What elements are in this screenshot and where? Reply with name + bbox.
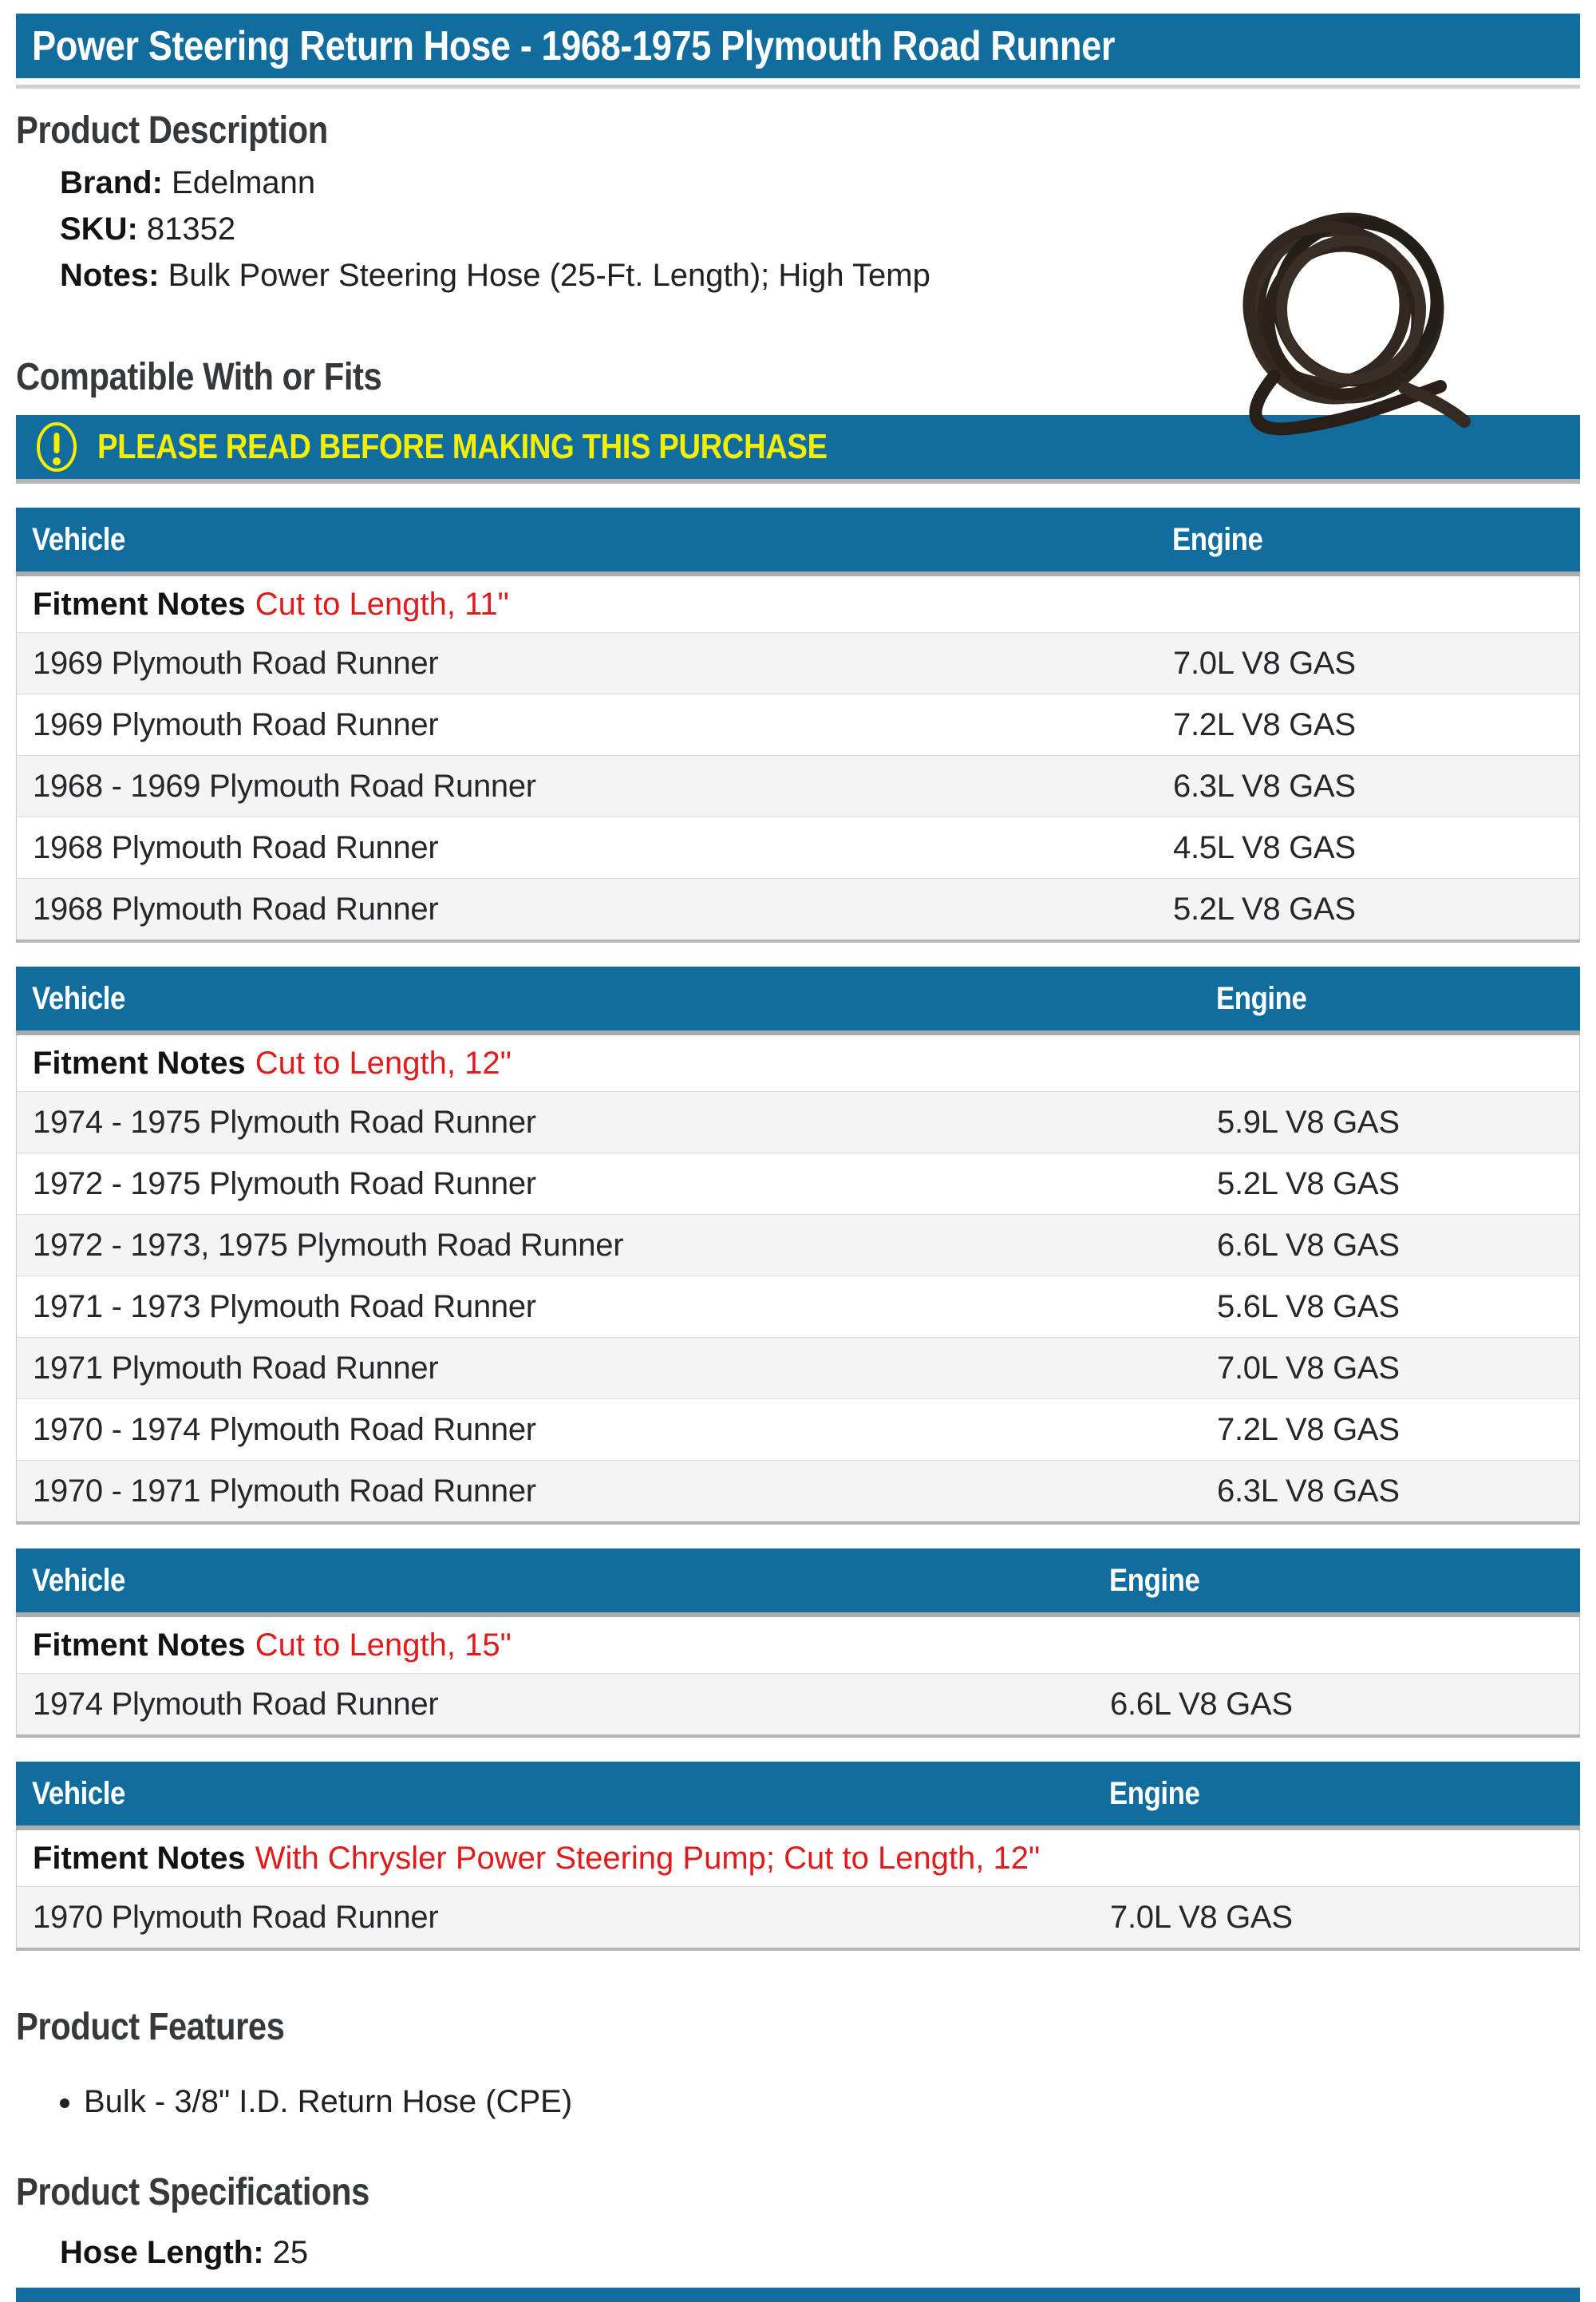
product-description-section xyxy=(16,89,1580,295)
vehicle-cell: 1971 Plymouth Road Runner xyxy=(33,1350,439,1386)
engine-column-header: Engine xyxy=(1109,1562,1200,1598)
engine-column-header: Engine xyxy=(1109,1775,1200,1811)
table-row xyxy=(17,1673,1579,1734)
table-row xyxy=(17,1153,1579,1214)
engine-cell: 6.3L V8 GAS xyxy=(1173,768,1356,804)
vehicle-column-header: Vehicle xyxy=(32,1562,125,1598)
vehicle-cell: 1972 - 1973, 1975 Plymouth Road Runner xyxy=(33,1227,624,1263)
fitment-notes-value: Cut to Length, 11" xyxy=(255,586,509,622)
fitment-table xyxy=(16,1549,1580,1738)
vehicle-cell: 1971 - 1973 Plymouth Road Runner xyxy=(33,1288,536,1324)
table-header-row xyxy=(16,1549,1580,1612)
engine-cell: 5.6L V8 GAS xyxy=(1217,1288,1400,1324)
vehicle-cell: 1969 Plymouth Road Runner xyxy=(33,645,439,681)
vehicle-cell: 1972 - 1975 Plymouth Road Runner xyxy=(33,1165,536,1201)
notes-value: Bulk Power Steering Hose (25-Ft. Length); High Temp xyxy=(168,258,930,293)
engine-column-header: Engine xyxy=(1216,980,1307,1016)
engine-cell: 7.2L V8 GAS xyxy=(1217,1411,1400,1447)
vehicle-column-header: Vehicle xyxy=(32,980,125,1016)
fitment-notes-label: Fitment Notes xyxy=(33,586,246,622)
fitment-table xyxy=(16,1762,1580,1951)
product-features-heading: Product Features xyxy=(16,2006,285,2048)
notes-label: Notes: xyxy=(60,258,160,293)
engine-cell: 6.6L V8 GAS xyxy=(1217,1227,1400,1263)
compatible-heading: Compatible With or Fits xyxy=(16,356,382,398)
table-row xyxy=(17,1398,1579,1460)
engine-cell: 7.0L V8 GAS xyxy=(1110,1899,1293,1935)
product-description-heading: Product Description xyxy=(16,109,328,152)
vehicle-cell: 1968 Plymouth Road Runner xyxy=(33,891,439,927)
engine-column-header: Engine xyxy=(1172,521,1263,557)
table-row xyxy=(17,755,1579,817)
vehicle-cell: 1968 Plymouth Road Runner xyxy=(33,829,439,865)
engine-cell: 7.0L V8 GAS xyxy=(1217,1350,1400,1386)
fitment-notes-label: Fitment Notes xyxy=(33,1627,246,1663)
engine-cell: 4.5L V8 GAS xyxy=(1173,829,1356,865)
warning-text: PLEASE READ BEFORE MAKING THIS PURCHASE xyxy=(97,427,828,466)
table-row xyxy=(17,632,1579,694)
fitment-table xyxy=(16,508,1580,943)
title-bar xyxy=(16,14,1580,78)
vehicle-cell: 1969 Plymouth Road Runner xyxy=(33,706,439,742)
hose-length-value: 25 xyxy=(272,2235,309,2270)
engine-cell: 6.6L V8 GAS xyxy=(1110,1686,1293,1722)
sku-label: SKU: xyxy=(60,212,138,247)
table-row xyxy=(17,878,1579,939)
vehicle-cell: 1968 - 1969 Plymouth Road Runner xyxy=(33,768,536,804)
warning-banner-shadow xyxy=(16,479,1580,484)
engine-cell: 5.2L V8 GAS xyxy=(1217,1165,1400,1201)
table-header-row xyxy=(16,508,1580,572)
page-title: Power Steering Return Hose - 1968-1975 Plymouth Road Runner xyxy=(32,22,1116,69)
fitment-notes-value: Cut to Length, 12" xyxy=(255,1045,512,1081)
fitment-notes-row xyxy=(17,1035,1579,1091)
fitment-notes-value: Cut to Length, 15" xyxy=(255,1627,512,1663)
table-row xyxy=(17,1214,1579,1276)
vehicle-column-header: Vehicle xyxy=(32,521,125,557)
feature-item: • Bulk - 3/8" I.D. Return Hose (CPE) xyxy=(84,2082,1580,2121)
table-header-row xyxy=(16,1762,1580,1825)
vehicle-cell: 1970 - 1974 Plymouth Road Runner xyxy=(33,1411,536,1447)
table-row xyxy=(17,1276,1579,1337)
fitment-notes-label: Fitment Notes xyxy=(33,1045,246,1081)
brand-label: Brand: xyxy=(60,165,163,200)
engine-cell: 5.9L V8 GAS xyxy=(1217,1104,1400,1140)
engine-cell: 5.2L V8 GAS xyxy=(1173,891,1356,927)
product-photo-hose-coil-image xyxy=(1201,188,1488,460)
fitment-notes-value: With Chrysler Power Steering Pump; Cut to Length, 12" xyxy=(255,1840,1041,1876)
product-specifications-heading: Product Specifications xyxy=(16,2171,369,2213)
engine-cell: 6.3L V8 GAS xyxy=(1217,1473,1400,1509)
table-row xyxy=(17,1460,1579,1521)
hose-length-label: Hose Length: xyxy=(60,2235,264,2270)
table-row xyxy=(17,817,1579,878)
engine-cell: 7.0L V8 GAS xyxy=(1173,645,1356,681)
vehicle-column-header: Vehicle xyxy=(32,1775,125,1811)
vehicle-cell: 1970 Plymouth Road Runner xyxy=(33,1899,439,1935)
fitment-notes-row xyxy=(17,1617,1579,1673)
engine-cell: 7.2L V8 GAS xyxy=(1173,706,1356,742)
sku-value: 81352 xyxy=(146,212,236,247)
fitment-notes-label: Fitment Notes xyxy=(33,1840,246,1876)
table-row xyxy=(17,694,1579,755)
table-row xyxy=(17,1091,1579,1153)
fitment-tables xyxy=(0,508,1596,1951)
brand-value: Edelmann xyxy=(172,165,316,200)
table-header-row xyxy=(16,967,1580,1030)
fitment-table xyxy=(16,967,1580,1525)
fitment-notes-row xyxy=(17,1830,1579,1886)
vehicle-cell: 1970 - 1971 Plymouth Road Runner xyxy=(33,1473,536,1509)
exclamation-circle-icon xyxy=(35,421,78,473)
table-row xyxy=(17,1337,1579,1398)
feature-list xyxy=(16,2082,1580,2121)
vehicle-cell: 1974 Plymouth Road Runner xyxy=(33,1686,439,1722)
hose-length-line xyxy=(16,2233,1580,2272)
vehicle-cell: 1974 - 1975 Plymouth Road Runner xyxy=(33,1104,536,1140)
table-row xyxy=(17,1886,1579,1948)
footer-bar xyxy=(16,2288,1580,2302)
fitment-notes-row xyxy=(17,576,1579,632)
